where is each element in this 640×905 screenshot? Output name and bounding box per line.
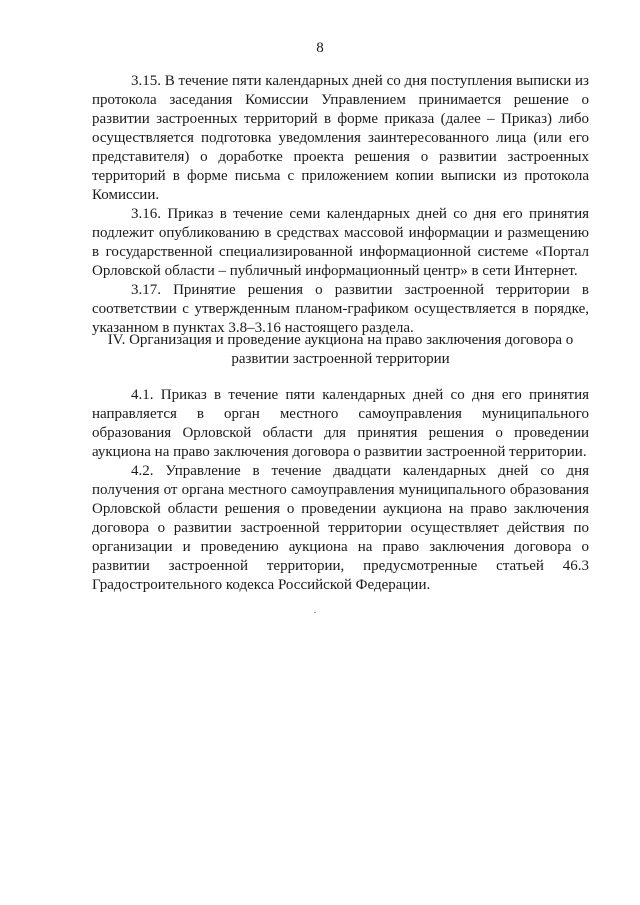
scan-speck xyxy=(314,612,316,613)
section-3-body xyxy=(92,72,589,338)
paragraph-3-17: 3.17. Принятие решения о развитии застроенной территории в соответствии с утвержденным планом-графиком осуществляется в порядке, указанном в пунктах 3.8–3.16 настоящего раздела. xyxy=(92,282,589,336)
paragraph-4-1: 4.1. Приказ в течение пяти календарных дней со дня его принятия направляется в орган местного самоуправления муниципального образования Орловской области для принятия решения о проведении аукциона на право заключения договора о развитии застроенной территории. xyxy=(92,387,589,460)
paragraph-3-15: 3.15. В течение пяти календарных дней со дня поступления выписки из протокола заседания Комиссии Управлением принимается решение о развитии застроенных территорий в форме приказа (далее – Приказ) либо осуществляется подготовка уведомления заинтересованного лица (или его представителя) о доработке проекта решения о развитии застроенных территорий в форме письма с приложением копии выписки из протокола Комиссии. xyxy=(92,73,589,203)
paragraph-3-16: 3.16. Приказ в течение семи календарных дней со дня его принятия подлежит опубликованию в средствах массовой информации и размещению в государственной специализированной информационной системе «Портал Орловской области – публичный информационный центр» в сети Интернет. xyxy=(92,206,589,279)
section-4-heading: IV. Организация и проведение аукциона на право заключения договора о развитии застроенной территории xyxy=(107,332,574,367)
page-number: 8 xyxy=(316,40,324,56)
paragraph-4-2: 4.2. Управление в течение двадцати календарных дней со дня получения от органа местного самоуправления муниципального образования Орловской области решения о проведении аукциона на право заключения договора о развитии застроенной территории осуществляет действия по организации и проведению аукциона на право заключения договора о развитии застроенной территории, предусмотренные статьей 46.3 Градостроительного кодекса Российской Федерации. xyxy=(92,463,589,593)
section-4-body xyxy=(92,386,589,595)
